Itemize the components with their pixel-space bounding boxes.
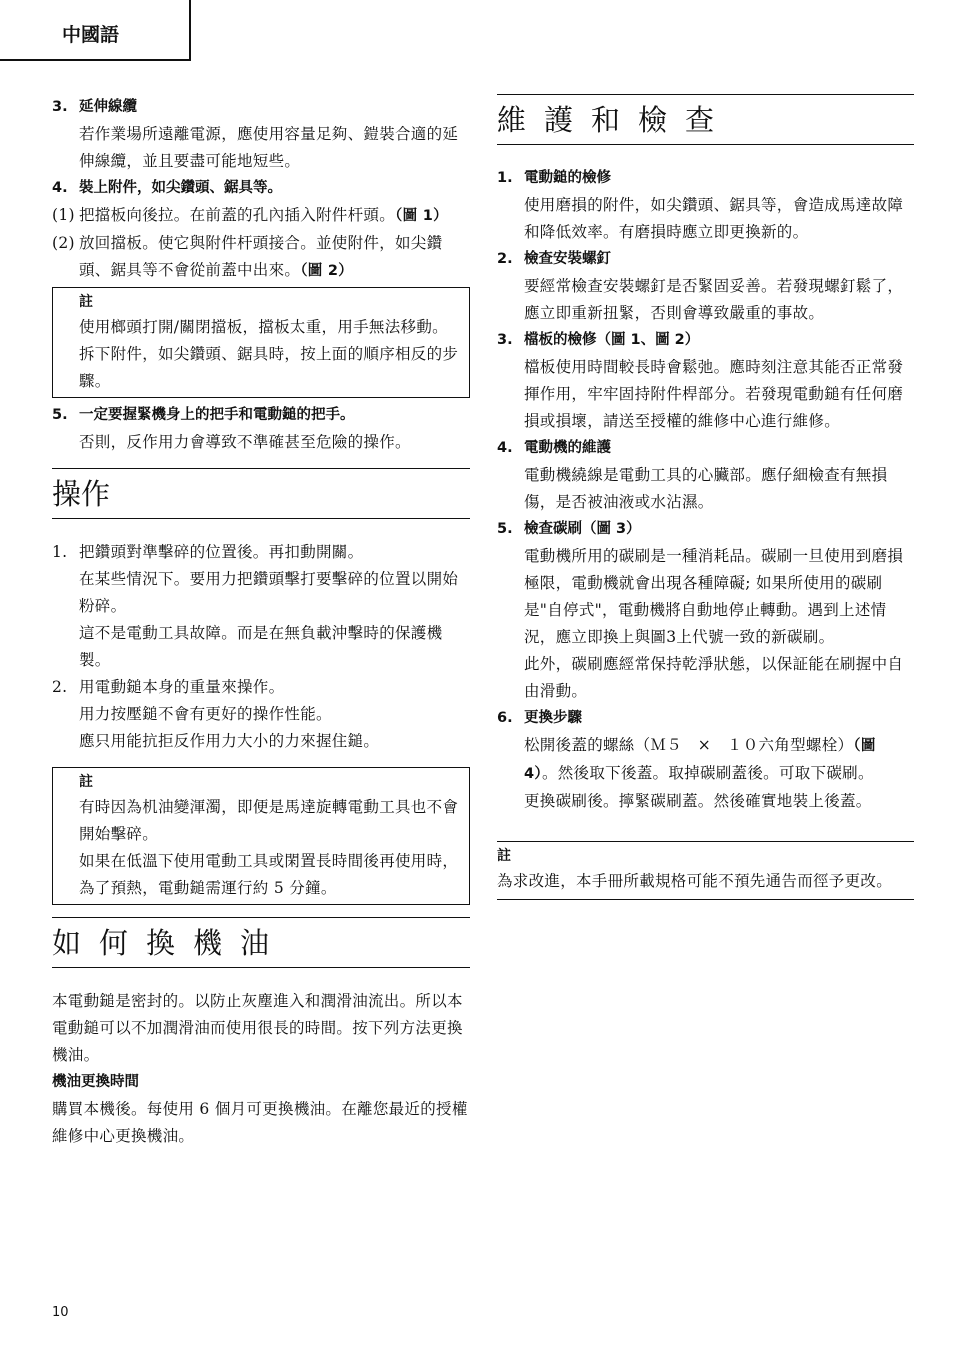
item-4-step-1: (1) 把擋板向後拉。在前蓋的孔內插入附件杆頭。（圖 1） (52, 206, 448, 224)
maintenance-item-4-heading: 4. 電動機的維護 (497, 440, 611, 456)
left-column (52, 94, 470, 1150)
note-text: 拆下附件，如尖鑽頭、鋸具時，按上面的順序相反的步驟。 (79, 345, 459, 390)
item-4-step-2: (2) 放回擋板。使它與附件杆頭接合。並使附件，如尖鑽頭、鋸具等不會從前蓋中出來。（圖 2） (52, 234, 443, 279)
section-title-oil-change: 如何換機油 (52, 917, 470, 968)
maintenance-item-1-heading: 1. 電動鎚的檢修 (497, 170, 611, 186)
note-box (52, 767, 470, 905)
figure-ref: （圖 1） (395, 208, 448, 224)
note-heading: 註 (79, 294, 93, 310)
oil-change-interval-heading: 機油更換時間 (52, 1074, 139, 1090)
maintenance-item-3-heading: 3. 檔板的檢修（圖 1、圖 2） (497, 332, 700, 348)
language-label: 中國語 (62, 24, 120, 46)
maintenance-item-1-body: 使用磨損的附件，如尖鑽頭、鋸具等，會造成馬達故障和降低效率。有磨損時應立即更換新的。 (524, 196, 904, 241)
maintenance-item-6-body: 松開後蓋的螺絲（Ｍ５ × １０六角型螺栓）（圖 4）。然後取下後蓋。取掉碳刷蓋後。可取下碳刷。 (524, 736, 876, 782)
figure-ref: （圖 2） (300, 263, 354, 279)
operation-step-1: 1. 把鑽頭對準擊碎的位置後。再扣動開關。 (52, 543, 364, 561)
operation-step-1-detail: 在某些情況下。要用力把鑽頭擊打要擊碎的位置以開始粉碎。 (79, 570, 459, 615)
page-number: 10 (52, 1305, 69, 1320)
note-heading: 註 (497, 848, 511, 864)
maintenance-item-2-body: 要經常檢查安裝螺釘是否緊固妥善。若發現螺釘鬆了，應立即重新扭緊，否則會導致嚴重的事故。 (524, 277, 904, 322)
note-box (52, 287, 470, 398)
note-heading: 註 (79, 774, 93, 790)
specification-note (497, 841, 914, 900)
item-5-heading: 5. 一定要握緊機身上的把手和電動鎚的把手。 (52, 407, 355, 423)
oil-change-interval-body: 購買本機後。每使用 6 個月可更換機油。在離您最近的授權維修中心更換機油。 (52, 1100, 468, 1145)
oil-change-body: 本電動鎚是密封的。以防止灰塵進入和潤滑油流出。所以本電動鎚可以不加潤滑油而使用很長的時間。按下列方法更換機油。 (52, 992, 463, 1064)
note-text: 有時因為机油變渾濁，即便是馬達旋轉電動工具也不會開始擊碎。 (79, 798, 459, 843)
operation-step-2: 2. 用電動鎚本身的重量來操作。 (52, 678, 285, 696)
maintenance-item-5-body: 電動機所用的碳刷是一種消耗品。碳刷一旦使用到磨損極限，電動機就會出現各種障礙; 如果所使用的碳刷是"自停式"，電動機將自動地停止轉動。遇到上述情況，應立即換上與圖3上代號一致的新碳刷。 (524, 547, 904, 646)
section-title-maintenance: 維護和檢查 (497, 94, 914, 145)
operation-step-2-detail: 用力按壓鎚不會有更好的操作性能。 (79, 705, 332, 723)
maintenance-item-6-heading: 6. 更換步驟 (497, 710, 582, 726)
note-text: 如果在低溫下使用電動工具或閑置長時間後再使用時，為了預熱，電動鎚需運行約 5 分鐘。 (79, 852, 459, 897)
note-text: 為求改進，本手冊所載規格可能不預先通告而徑予更改。 (497, 872, 893, 890)
item-3-heading: 3. 延伸線纜 (52, 99, 137, 115)
item-5-body: 否則，反作用力會導致不準確甚至危險的操作。 (79, 433, 411, 451)
language-tab (0, 0, 191, 61)
maintenance-item-5-heading: 5. 檢查碳刷（圖 3） (497, 521, 641, 537)
maintenance-item-3-body: 檔板使用時間較長時會鬆弛。應時刻注意其能否正常發揮作用，牢牢固持附件桿部分。若發現電動鎚有任何磨損或損壞，請送至授權的維修中心進行維修。 (524, 358, 904, 430)
section-title-operation: 操作 (52, 468, 470, 519)
note-text: 使用榔頭打開/關閉擋板，擋板太重，用手無法移動。 (79, 318, 448, 336)
right-column (497, 94, 914, 900)
operation-step-1-detail: 這不是電動工具故障。而是在無負載沖擊時的保護機製。 (79, 624, 443, 669)
maintenance-item-5-body: 此外，碳刷應經常保持乾淨狀態，以保証能在刷握中自由滑動。 (524, 655, 904, 700)
maintenance-item-6-body: 更換碳刷後。擰緊碳刷蓋。然後確實地裝上後蓋。 (524, 792, 872, 810)
maintenance-item-4-body: 電動機繞線是電動工具的心臟部。應仔細檢查有無損傷，是否被油液或水沾濕。 (524, 466, 888, 511)
item-4-heading: 4. 裝上附件，如尖鑽頭、鋸具等。 (52, 180, 282, 196)
operation-step-2-detail: 應只用能抗拒反作用力大小的力來握住鎚。 (79, 732, 380, 750)
item-3-body: 若作業場所遠離電源，應使用容量足夠、鎧裝合適的延伸線纜，並且要盡可能地短些。 (79, 125, 459, 170)
figure-ref: （圖 4） (524, 738, 876, 782)
maintenance-item-2-heading: 2. 檢查安裝螺釘 (497, 251, 611, 267)
